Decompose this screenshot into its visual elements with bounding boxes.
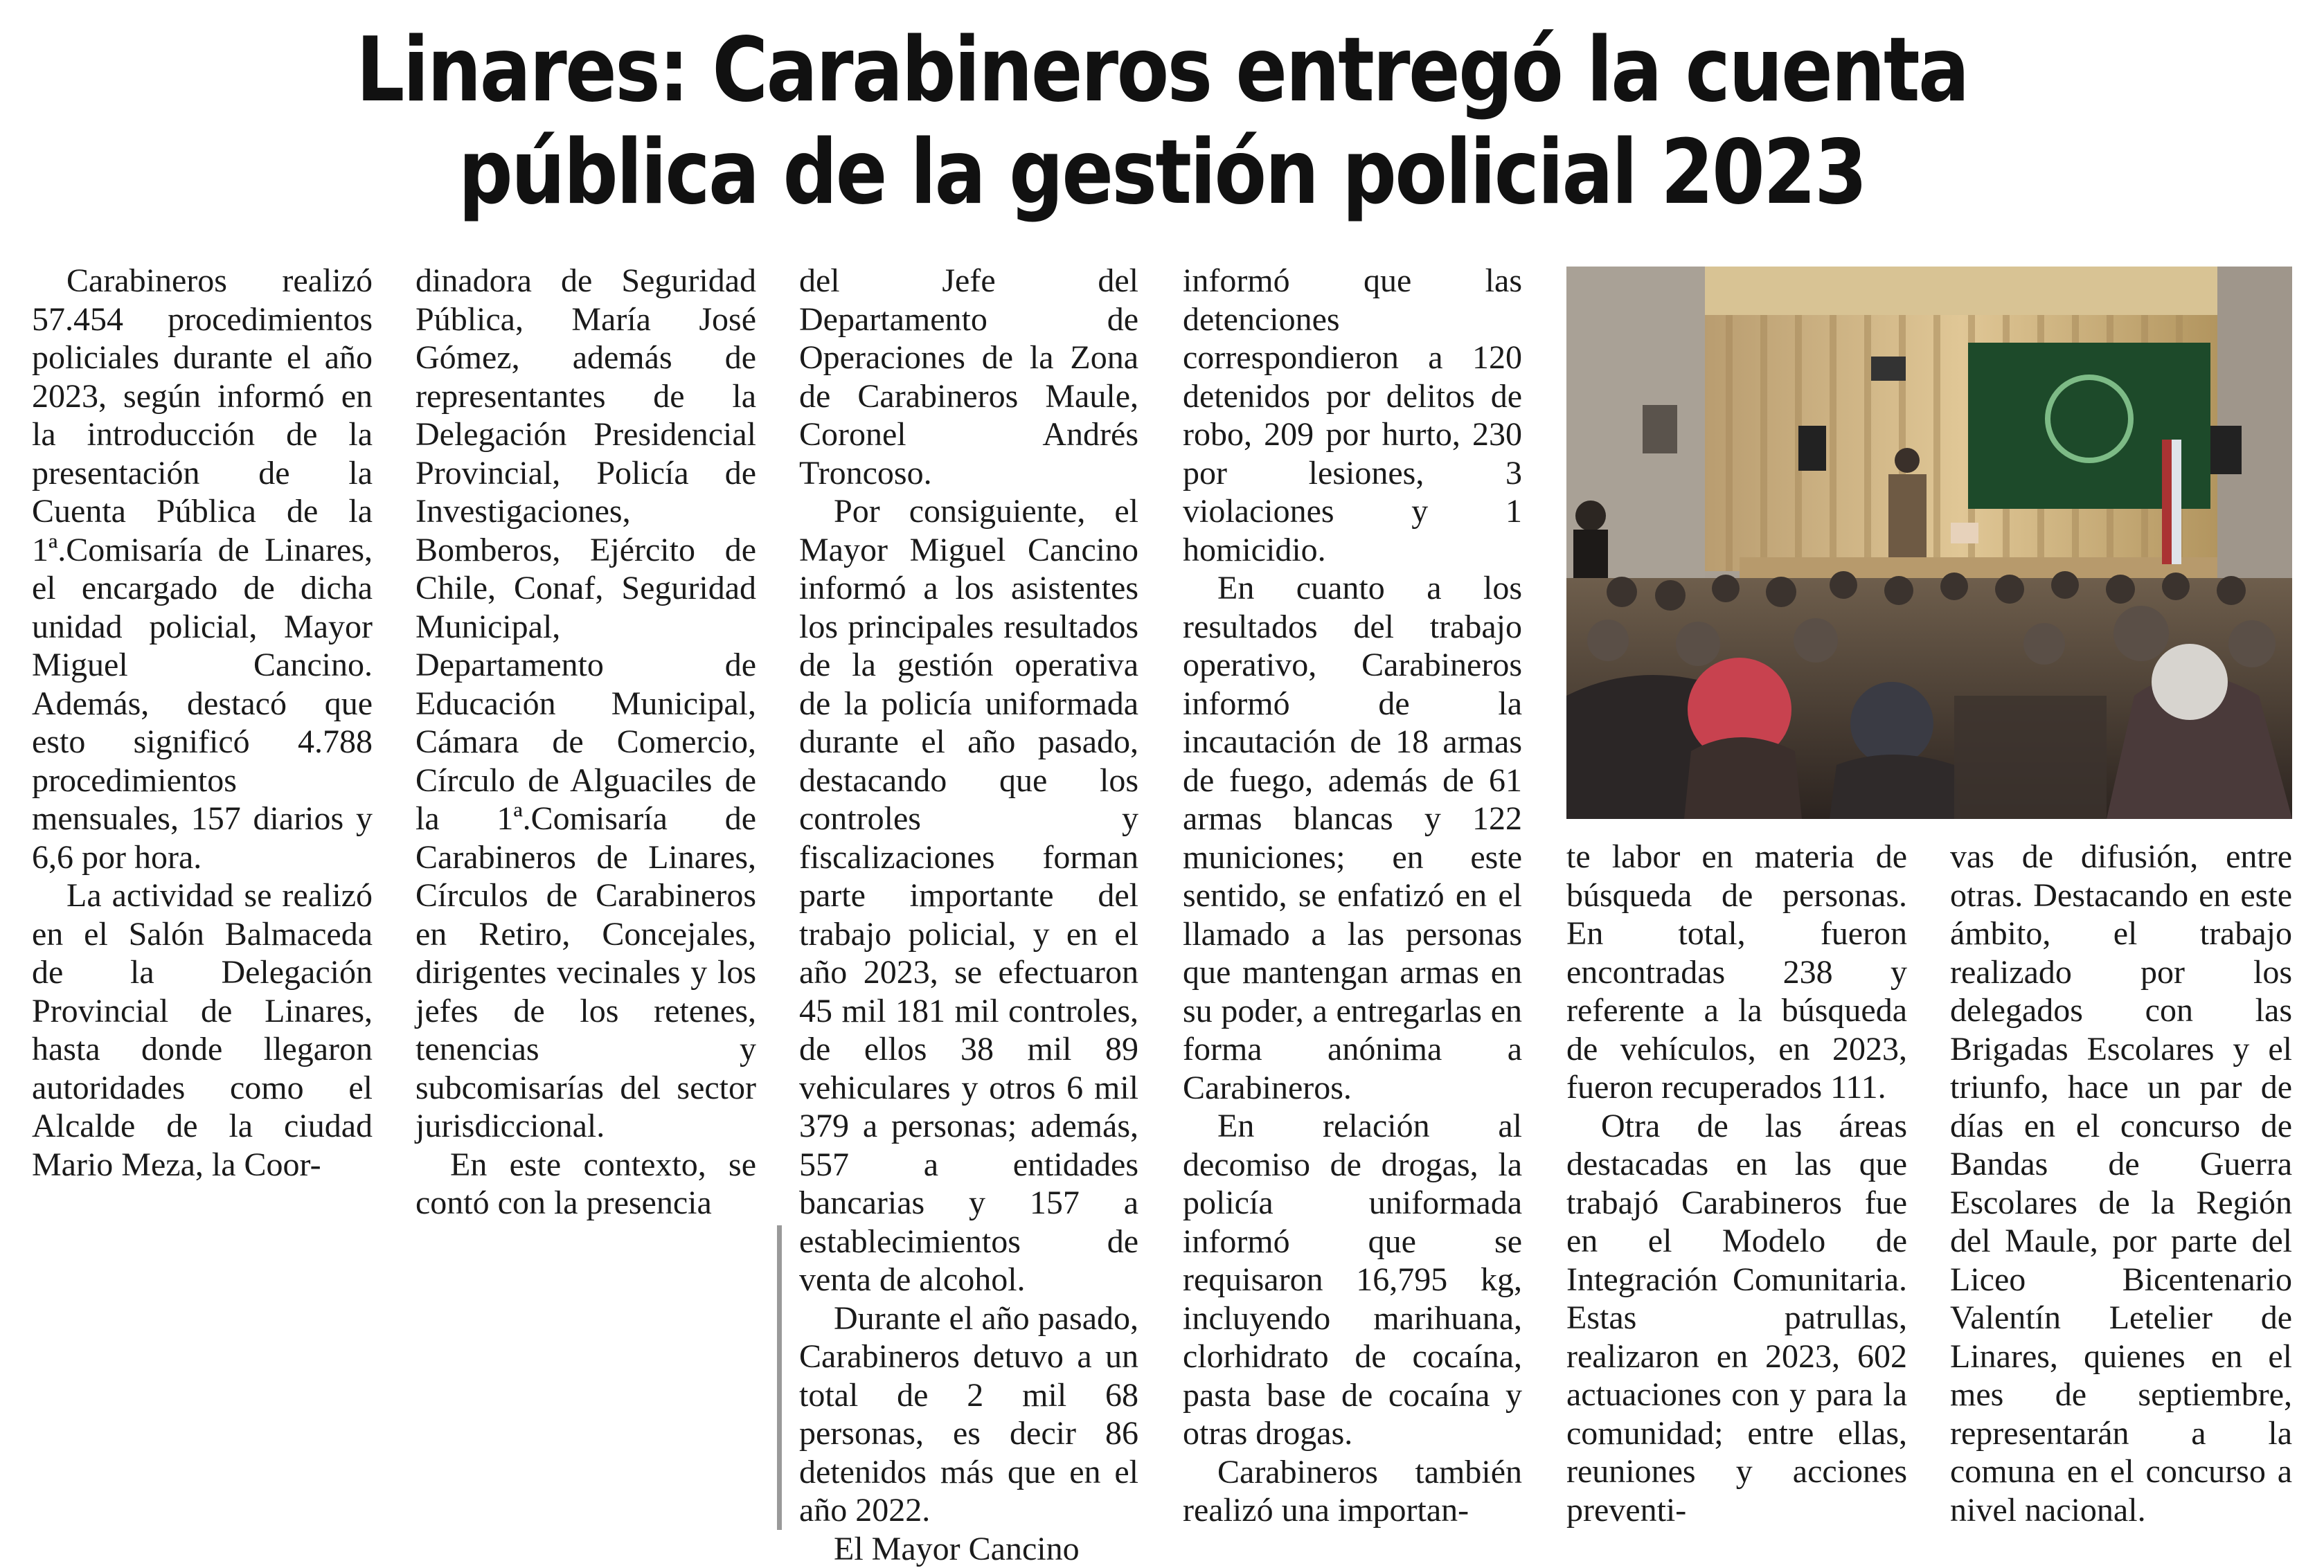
paragraph: Carabineros realizó 57.454 procedimientos policiales durante el año 2023, según informó en la introducción de la presentación de la Cuenta Pública de la 1ª.Comisaría de Linares, el encargado de dicha unidad policial, Mayor Miguel Cancino. Además, destacó que esto significó 4.788 procedimientos mensuales, 157 diarios y 6,6 por hora. xyxy=(32,262,373,876)
article-column-5 xyxy=(1566,838,1907,1529)
article-column-4 xyxy=(1183,262,1522,1530)
paragraph: En cuanto a los resultados del trabajo operativo, Carabineros informó de la incautación de 18 armas de fuego, además de 61 armas blancas y 122 municiones; en este sentido, se enfatizó en el llamado a las personas que mantengan armas en su poder, a entregarlas en forma anónima a Carabineros. xyxy=(1183,569,1522,1107)
paragraph: informó que las detenciones correspondieron a 120 detenidos por delitos de robo, 209 por hurto, 230 por lesiones, 3 violaciones y 1 homicidio. xyxy=(1183,262,1522,569)
headline-line-2: pública de la gestión policial 2023 xyxy=(163,122,2161,224)
paragraph: Por consiguiente, el Mayor Miguel Cancino informó a los asistentes los principales resultados de la gestión operativa de la policía uniformada durante el año pasado, destacando que los controles y fiscalizaciones forman parte importante del trabajo policial, y en el año 2023, se efectuaron 45 mil 181 mil controles, de ellos 38 mil 89 vehiculares y otros 6 mil 379 a personas; además, 557 a entidades bancarias y 157 a establecimientos de venta de alcohol. xyxy=(799,492,1138,1299)
article-column-1 xyxy=(32,262,373,1184)
event-photo xyxy=(1566,267,2292,819)
paragraph: Carabineros también realizó una importan- xyxy=(1183,1453,1522,1530)
paragraph: del Jefe del Departamento de Operaciones de la Zona de Carabineros Maule, Coronel Andrés Troncoso. xyxy=(799,262,1138,492)
headline xyxy=(163,19,2161,224)
column-divider xyxy=(777,1225,782,1530)
headline-line-1: Linares: Carabineros entregó la cuenta xyxy=(163,19,2161,122)
paragraph: En este contexto, se contó con la presencia xyxy=(415,1146,756,1223)
article-column-2 xyxy=(415,262,756,1223)
auditorium-illustration xyxy=(1566,267,2292,819)
paragraph: dinadora de Seguridad Pública, María José Gómez, además de representantes de la Delegación Presidencial Provincial, Policía de Investigaciones, Bomberos, Ejército de Chile, Conaf, Seguridad Municipal, Departamento de Educación Municipal, Cámara de Comercio, Círculo de Alguaciles de la 1ª.Comisaría de Carabineros de Linares, Círculos de Carabineros en Retiro, Concejales, dirigentes vecinales y los jefes de los retenes, tenencias y subcomisarías del sector jurisdiccional. xyxy=(415,262,756,1146)
paragraph: te labor en materia de búsqueda de personas. En total, fueron encontradas 238 y referente a la búsqueda de vehículos, en 2023, fueron recuperados 111. xyxy=(1566,838,1907,1107)
paragraph: Otra de las áreas destacadas en las que trabajó Carabineros fue en el Modelo de Integración Comunitaria. Estas patrullas, realizaron en 2023, 602 actuaciones con y para la comunidad; entre ellas, reuniones y acciones preventi- xyxy=(1566,1107,1907,1530)
paragraph: vas de difusión, entre otras. Destacando en este ámbito, el trabajo realizado por los delegados con las Brigadas Escolares y el triunfo, hace un par de días en el concurso de Bandas de Guerra Escolares de la Región del Maule, por parte del Liceo Bicentenario Valentín Letelier de Linares, quienes en el mes de septiembre, representarán a la comuna en el concurso a nivel nacional. xyxy=(1950,838,2292,1529)
paragraph: La actividad se realizó en el Salón Balmaceda de la Delegación Provincial de Linares, hasta donde llegaron autoridades como el Alcalde de la ciudad Mario Meza, la Coor- xyxy=(32,876,373,1184)
paragraph: Durante el año pasado, Carabineros detuvo a un total de 2 mil 68 personas, es decir 86 detenidos más que en el año 2022. xyxy=(799,1299,1138,1530)
paragraph: En relación al decomiso de drogas, la policía uniformada informó que se requisaron 16,795 kg, incluyendo marihuana, clorhidrato de cocaína, pasta base de cocaína y otras drogas. xyxy=(1183,1107,1522,1453)
paragraph: El Mayor Cancino xyxy=(799,1530,1138,1568)
article-column-6 xyxy=(1950,838,2292,1529)
podium xyxy=(1888,474,1927,557)
article-column-3 xyxy=(799,262,1138,1568)
